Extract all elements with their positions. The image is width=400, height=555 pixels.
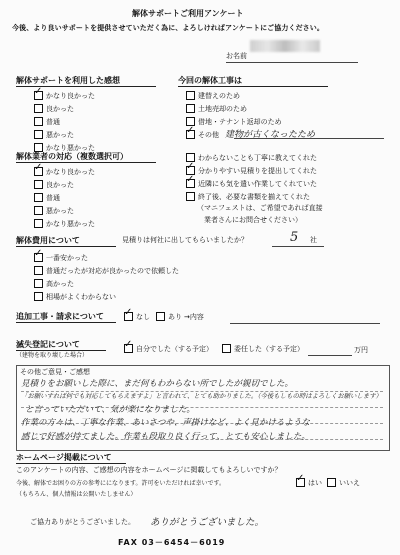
q4-option-label: 分かりやすい見積りを提出してくれた [198,167,317,175]
q5-option[interactable] [34,252,179,265]
q1-option[interactable] [34,129,95,142]
q3-options [34,166,95,231]
checkbox[interactable] [186,104,195,113]
q4-option[interactable] [186,165,323,178]
q1-option[interactable] [34,90,95,103]
checkbox[interactable] [186,192,195,201]
q1-option-label: 普通 [46,118,60,126]
comment-line-5: 感じで好感が持てました。作業も段取り良く行って、とても安心しました。 [21,432,310,442]
checkbox-checked[interactable] [34,253,43,262]
q1-option[interactable] [34,103,95,116]
q3-option[interactable] [34,205,95,218]
q5-option-label: 一番安かった [46,254,88,262]
q4-option[interactable] [186,152,323,165]
q2-title-text: 今回の解体工事は [178,76,242,85]
q7-option-delegate[interactable] [222,345,304,354]
q5-option[interactable] [34,291,179,304]
checkbox[interactable] [34,104,43,113]
q6-detail-underline [230,323,380,324]
q5-estimate-label: 見積りは何社に出してもらいましたか？ [122,236,248,244]
handwritten-thanks: ありがとうございました。 [150,517,265,528]
q3-option[interactable] [34,192,95,205]
q6-option-none: なし [136,313,150,321]
q5-option[interactable] [34,278,179,291]
q4-note-line2: 業者さんにお問合せください） [204,216,302,224]
checkbox[interactable] [34,130,43,139]
checkbox[interactable] [34,292,43,301]
q6-title [16,312,116,323]
q7-option-self[interactable] [124,345,213,354]
q5-option-label: 相場がよくわからない [46,293,116,301]
q3-option[interactable] [34,218,95,231]
q6-options [124,313,204,322]
comments-box [16,365,390,451]
checkbox[interactable] [34,193,43,202]
q2-option[interactable] [186,116,315,129]
checkbox-checked[interactable] [186,130,195,139]
q2-title [178,76,328,87]
checkbox-checked[interactable] [34,167,43,176]
q3-option[interactable] [34,166,95,179]
q6-detail-label: 内容 [189,313,204,321]
q5-option-label: 高かった [46,280,74,288]
q9-title-text: ホームページ掲載について [16,453,112,462]
checkbox[interactable] [34,117,43,126]
q9-line3: （もちろん、個人情報は公開いたしません） [16,491,137,498]
q5-title-text: 解体費用について [16,236,80,245]
q9-line2: 今後、解体でお困りの方の参考にになります。許可をいただければ幸いです。 [16,480,226,487]
q2-option-label: 借地・テナント返却のため [198,118,282,126]
q1-option-label: 悪かった [46,131,74,139]
name-label: お名前 [226,52,247,60]
q9-option-no: いいえ [339,479,360,487]
q2-option-label: その他 [198,131,219,139]
q4-options [186,152,323,228]
q1-options [34,90,95,155]
q3-title-text: 解体業者の対応 [16,152,72,161]
q7-unit: 万円 [354,346,368,354]
q4-option-label: わからないことも丁寧に教えてくれた [198,154,317,162]
q1-option-label: 良かった [46,105,74,113]
redacted-name [250,40,320,52]
q2-option-label: 建替えのため [198,92,240,100]
checkbox[interactable] [34,219,43,228]
name-underline [226,62,358,63]
q3-title-note: （複数選択可） [72,152,128,161]
q3-option-label: 悪かった [46,207,74,215]
q2-options [186,90,315,142]
q1-option-label: かなり良かった [46,92,95,100]
q4-option[interactable] [186,191,323,204]
q3-option-label: かなり良かった [46,168,95,176]
checkbox[interactable] [34,266,43,275]
q4-option-label: 近隣にも気を遣い作業してくれていた [198,180,317,188]
q2-other-underline [234,138,384,139]
q7-option-delegate-label: 委任した（する予定） [234,345,304,353]
checkbox[interactable] [186,91,195,100]
survey-title: 解体サポートご利用アンケート [132,9,244,18]
q2-option-label: 土地売却のため [198,105,247,113]
fax-number: FAX 03－6454－6019 [118,538,226,547]
q4-option[interactable] [186,178,323,191]
q7-amount-underline [308,355,352,356]
survey-subtitle: 今後、より良いサポートを提供させていただく為に、よろしければアンケートにご協力ください。 [12,24,324,32]
q8-title: その他ご意見・ご感想 [20,368,90,376]
q2-other-answer: 建物が古くなったため [225,130,316,140]
q3-option-label: 普通 [46,194,60,202]
checkbox-checked[interactable] [124,344,133,353]
thanks-text: ご協力ありがとうございました。 [30,518,135,526]
q7-title-text: 滅失登記について [16,340,80,349]
checkbox[interactable] [156,312,165,321]
q4-option-label: 終了後、必要な書類を揃えてくれた [198,193,310,201]
arrow-right-icon: → [184,313,190,321]
q6-title-text: 追加工事・請求について [16,312,104,321]
checkbox[interactable] [34,279,43,288]
q7-note: （建物を取り壊した場合） [16,352,89,359]
q2-option[interactable] [186,103,315,116]
checkbox-checked[interactable] [296,478,305,487]
q4-note-line1: （マニフェストは、ご希望であれば直接 [197,204,323,212]
q9-options [296,479,360,488]
checkbox[interactable] [34,180,43,189]
q6-option-yes: あり [168,313,182,321]
checkbox-checked[interactable] [186,179,195,188]
checkbox[interactable] [34,143,43,152]
comment-line-1: 見積りをお願いした際に、まだ何もわからない所でしたが親切でした。 [21,379,294,389]
q2-option[interactable] [186,90,315,103]
q2-option[interactable] [186,129,315,142]
checkbox[interactable] [34,206,43,215]
checkbox[interactable] [327,478,336,487]
q3-option-label: 良かった [46,181,74,189]
q5-estimate-answer: 5 [290,230,299,245]
q1-title-text: 解体サポートを利用した感想 [16,76,120,85]
q5-option[interactable] [34,265,179,278]
q5-title [16,236,116,247]
q5-option-label: 普通だったが対応が良かったので依頼した [46,267,179,275]
checkbox-checked[interactable] [124,312,133,321]
comment-line-2: 「お願いすれば何でも対応してもらえますよ」と言われて、とても助かりました。（今後もしもの時はよろしくお願いします） [21,392,382,400]
q5-estimate-underline [272,246,324,247]
q1-option[interactable] [34,116,95,129]
checkbox-checked[interactable] [34,91,43,100]
q7-option-self-label: 自分でした（する予定） [136,345,213,353]
checkbox[interactable] [222,344,231,353]
q9-title [16,453,126,464]
comment-line-3: と言っていただいて、気が楽になりました。 [25,405,195,415]
comment-line-4: 作業の方々は、丁寧な作業、あいさつや、声掛けなど、よく見かけるような [21,418,310,428]
q9-line1: このアンケートの内容、ご感想の内容をホームページに掲載してもよろしいですか？ [16,466,282,474]
q1-option-label: かなり悪かった [46,144,95,152]
q3-option[interactable] [34,179,95,192]
q9-option-yes: はい [308,479,322,487]
q7-title [16,340,106,351]
q3-option-label: かなり悪かった [46,220,95,228]
q5-options [34,252,179,304]
q5-estimate-unit: 社 [310,236,317,244]
